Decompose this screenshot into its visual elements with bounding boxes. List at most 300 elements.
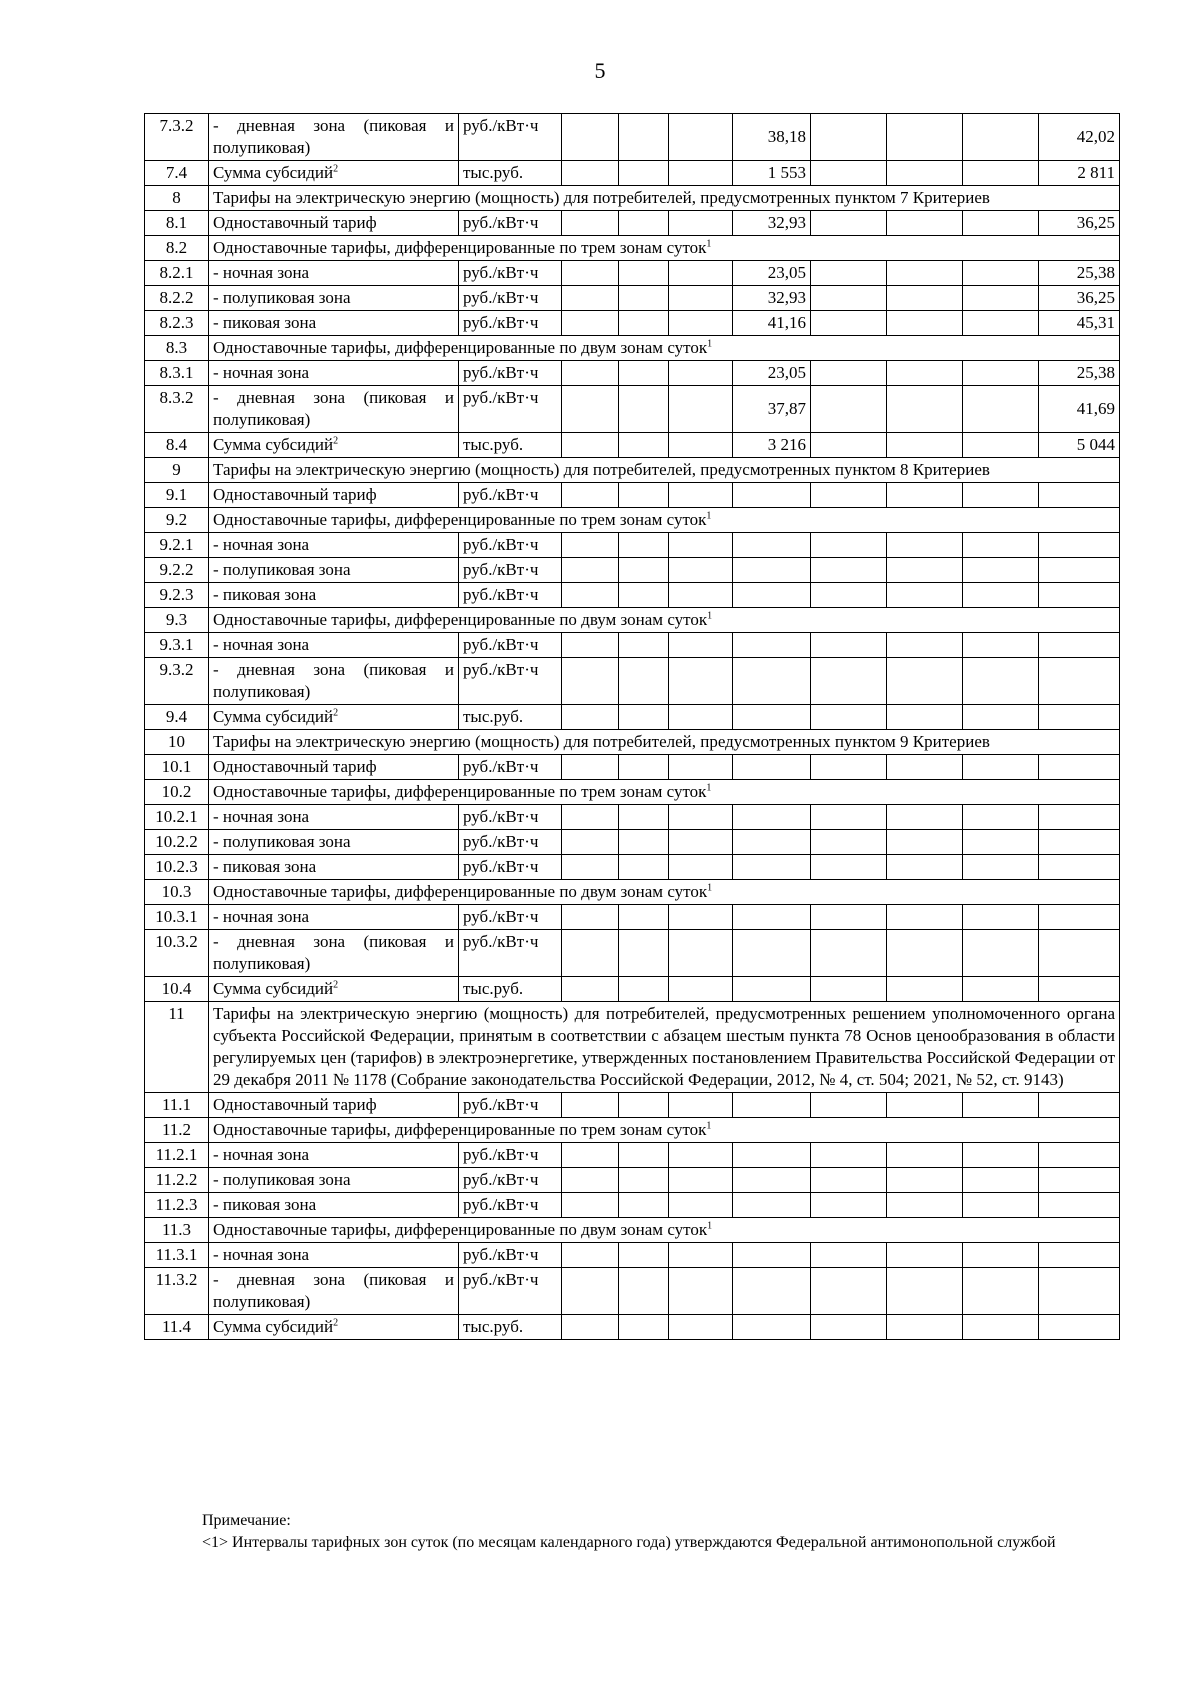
row-unit: руб./кВт·ч <box>459 855 562 880</box>
section-title-text: Тарифы на электрическую энергию (мощность) для потребителей, предусмотренных пунктом 8 Критериев <box>213 460 990 479</box>
value-cell <box>1039 977 1120 1002</box>
value-cell <box>1039 1193 1120 1218</box>
value-cell <box>887 558 963 583</box>
value-cell <box>733 533 811 558</box>
row-description <box>209 558 459 583</box>
row-description-text: - дневная зона (пиковая и полупиковая) <box>213 1270 454 1311</box>
value-cell <box>669 1243 733 1268</box>
row-description-text: - ночная зона <box>213 535 310 554</box>
row-description-text: - полупиковая зона <box>213 832 351 851</box>
section-title-text: Одноставочные тарифы, дифференцированные по двум зонам суток <box>213 882 708 901</box>
table-row <box>145 433 1120 458</box>
section-row <box>145 880 1120 905</box>
note-text: <1> Интервалы тарифных зон суток (по месяцам календарного года) утверждаются Федеральной антимонопольной службой <box>202 1534 1056 1551</box>
value-cell <box>619 1168 669 1193</box>
row-description <box>209 830 459 855</box>
footnote-marker: 2 <box>333 435 339 447</box>
row-description-text: - пиковая зона <box>213 585 317 604</box>
value-cell <box>619 830 669 855</box>
value-cell <box>887 483 963 508</box>
value-cell <box>811 1243 887 1268</box>
value-cell <box>811 658 887 705</box>
value-cell <box>811 1268 887 1315</box>
row-description <box>209 855 459 880</box>
value-cell <box>1039 705 1120 730</box>
table-row <box>145 1193 1120 1218</box>
table-row <box>145 114 1120 161</box>
value-cell <box>619 905 669 930</box>
row-description-text: - ночная зона <box>213 907 310 926</box>
row-description-text: Сумма субсидий <box>213 163 334 182</box>
value-cell <box>562 286 619 311</box>
value-cell <box>562 386 619 433</box>
footnote-marker: 2 <box>333 707 339 719</box>
value-cell <box>887 905 963 930</box>
row-number: 10.3.2 <box>145 930 209 977</box>
value-cell: 41,16 <box>733 311 811 336</box>
value-cell <box>887 705 963 730</box>
value-cell: 2 811 <box>1039 161 1120 186</box>
section-row <box>145 236 1120 261</box>
value-cell <box>1039 1143 1120 1168</box>
row-unit: руб./кВт·ч <box>459 261 562 286</box>
row-unit: руб./кВт·ч <box>459 583 562 608</box>
value-cell <box>811 855 887 880</box>
value-cell <box>619 311 669 336</box>
table-row <box>145 805 1120 830</box>
row-unit: руб./кВт·ч <box>459 1243 562 1268</box>
value-cell <box>619 583 669 608</box>
row-description-text: - пиковая зона <box>213 1195 317 1214</box>
value-cell <box>669 1093 733 1118</box>
row-number: 9 <box>145 458 209 483</box>
value-cell <box>562 658 619 705</box>
table-row <box>145 361 1120 386</box>
value-cell <box>562 1193 619 1218</box>
row-unit: руб./кВт·ч <box>459 1268 562 1315</box>
section-title <box>209 1218 1120 1243</box>
value-cell <box>733 658 811 705</box>
section-title-text: Тарифы на электрическую энергию (мощность) для потребителей, предусмотренных решением уполномоченного органа субъекта Российской Федерации, принятым в соответствии с абзацем шестым пункта 78 Основ ценообразования в области регулируемых цен (тарифов) в электроэнергетике, утвержденных постановлением Правительства Российской Федерации от 29 декабря 2011 № 1178 (Собрание законодательства Российской Федерации, 2012, № 4, ст. 504; 2021, № 52, ст. 9143) <box>213 1004 1115 1089</box>
row-unit: руб./кВт·ч <box>459 483 562 508</box>
row-number: 10.2.2 <box>145 830 209 855</box>
row-number: 9.2 <box>145 508 209 533</box>
row-number: 10.2.3 <box>145 855 209 880</box>
value-cell <box>811 483 887 508</box>
table-row <box>145 161 1120 186</box>
row-description-text: - полупиковая зона <box>213 560 351 579</box>
row-number: 10.3.1 <box>145 905 209 930</box>
row-number: 11.2.1 <box>145 1143 209 1168</box>
value-cell <box>562 261 619 286</box>
value-cell: 45,31 <box>1039 311 1120 336</box>
value-cell <box>811 286 887 311</box>
value-cell <box>811 633 887 658</box>
value-cell: 25,38 <box>1039 261 1120 286</box>
row-number: 8.2 <box>145 236 209 261</box>
footnote-marker: 2 <box>333 979 339 991</box>
value-cell <box>811 1315 887 1340</box>
value-cell <box>887 433 963 458</box>
value-cell <box>619 705 669 730</box>
table-row <box>145 558 1120 583</box>
section-title <box>209 1118 1120 1143</box>
value-cell: 42,02 <box>1039 114 1120 161</box>
value-cell <box>619 211 669 236</box>
row-description <box>209 386 459 433</box>
row-description <box>209 930 459 977</box>
value-cell <box>963 261 1039 286</box>
value-cell <box>963 658 1039 705</box>
row-description-text: Одноставочный тариф <box>213 1095 377 1114</box>
row-description <box>209 1268 459 1315</box>
row-number: 11.1 <box>145 1093 209 1118</box>
row-number: 10.2.1 <box>145 805 209 830</box>
value-cell <box>562 161 619 186</box>
note-title: Примечание: <box>202 1512 291 1529</box>
value-cell <box>619 977 669 1002</box>
value-cell <box>562 1243 619 1268</box>
table-row <box>145 1268 1120 1315</box>
row-description-text: - ночная зона <box>213 263 310 282</box>
value-cell <box>963 483 1039 508</box>
section-title-text: Одноставочные тарифы, дифференцированные по трем зонам суток <box>213 782 707 801</box>
footnote-marker: 1 <box>707 610 713 622</box>
section-title-text: Тарифы на электрическую энергию (мощность) для потребителей, предусмотренных пунктом 9 Критериев <box>213 732 990 751</box>
value-cell <box>562 1168 619 1193</box>
value-cell: 5 044 <box>1039 433 1120 458</box>
row-number: 11.2.2 <box>145 1168 209 1193</box>
value-cell <box>1039 1268 1120 1315</box>
value-cell: 32,93 <box>733 211 811 236</box>
row-description <box>209 261 459 286</box>
row-unit: руб./кВт·ч <box>459 114 562 161</box>
row-number: 9.2.3 <box>145 583 209 608</box>
table-row <box>145 1315 1120 1340</box>
value-cell: 36,25 <box>1039 286 1120 311</box>
value-cell <box>733 930 811 977</box>
value-cell <box>811 533 887 558</box>
row-unit: тыс.руб. <box>459 161 562 186</box>
table-row <box>145 311 1120 336</box>
value-cell <box>887 311 963 336</box>
value-cell: 23,05 <box>733 361 811 386</box>
row-number: 9.3.2 <box>145 658 209 705</box>
value-cell: 23,05 <box>733 261 811 286</box>
row-description-text: - пиковая зона <box>213 313 317 332</box>
section-title-text: Одноставочные тарифы, дифференцированные по трем зонам суток <box>213 510 707 529</box>
row-description-text: Сумма субсидий <box>213 1317 334 1336</box>
value-cell <box>562 433 619 458</box>
value-cell <box>669 261 733 286</box>
row-number: 9.3 <box>145 608 209 633</box>
value-cell <box>669 533 733 558</box>
value-cell <box>1039 633 1120 658</box>
value-cell <box>619 261 669 286</box>
value-cell: 36,25 <box>1039 211 1120 236</box>
value-cell <box>963 930 1039 977</box>
section-title-text: Одноставочные тарифы, дифференцированные по двум зонам суток <box>213 1220 708 1239</box>
row-description <box>209 483 459 508</box>
row-number: 10.1 <box>145 755 209 780</box>
table-row <box>145 905 1120 930</box>
value-cell <box>887 658 963 705</box>
value-cell <box>1039 583 1120 608</box>
value-cell <box>733 977 811 1002</box>
value-cell <box>562 211 619 236</box>
value-cell <box>887 1315 963 1340</box>
row-unit: руб./кВт·ч <box>459 1093 562 1118</box>
value-cell <box>963 905 1039 930</box>
row-unit: тыс.руб. <box>459 705 562 730</box>
value-cell <box>1039 805 1120 830</box>
value-cell <box>669 1168 733 1193</box>
tariff-table <box>144 113 1120 1340</box>
value-cell <box>669 211 733 236</box>
value-cell <box>1039 1093 1120 1118</box>
row-unit: руб./кВт·ч <box>459 1193 562 1218</box>
value-cell <box>811 1193 887 1218</box>
value-cell <box>811 830 887 855</box>
row-number: 9.3.1 <box>145 633 209 658</box>
value-cell <box>562 483 619 508</box>
value-cell <box>1039 930 1120 977</box>
value-cell <box>811 905 887 930</box>
value-cell <box>963 805 1039 830</box>
table-row <box>145 1243 1120 1268</box>
table-row <box>145 483 1120 508</box>
row-number: 11.3.1 <box>145 1243 209 1268</box>
row-number: 11.3 <box>145 1218 209 1243</box>
row-description <box>209 977 459 1002</box>
value-cell <box>669 930 733 977</box>
value-cell <box>562 755 619 780</box>
value-cell <box>562 705 619 730</box>
value-cell <box>963 386 1039 433</box>
value-cell <box>669 558 733 583</box>
row-number: 10.4 <box>145 977 209 1002</box>
value-cell <box>669 977 733 1002</box>
footnote-marker: 2 <box>333 163 339 175</box>
value-cell <box>963 855 1039 880</box>
row-unit: руб./кВт·ч <box>459 755 562 780</box>
section-title-text: Одноставочные тарифы, дифференцированные по трем зонам суток <box>213 238 707 257</box>
value-cell <box>669 311 733 336</box>
value-cell <box>811 211 887 236</box>
row-description <box>209 755 459 780</box>
row-number: 8.2.3 <box>145 311 209 336</box>
section-row <box>145 1218 1120 1243</box>
value-cell <box>733 1315 811 1340</box>
value-cell <box>811 311 887 336</box>
value-cell: 41,69 <box>1039 386 1120 433</box>
value-cell <box>963 311 1039 336</box>
value-cell <box>811 433 887 458</box>
row-description <box>209 1243 459 1268</box>
footnote-marker: 1 <box>707 338 713 350</box>
row-number: 11 <box>145 1002 209 1093</box>
footnote-marker: 1 <box>706 782 712 794</box>
value-cell <box>1039 830 1120 855</box>
value-cell <box>733 1193 811 1218</box>
value-cell <box>669 286 733 311</box>
value-cell <box>811 1143 887 1168</box>
value-cell <box>887 1243 963 1268</box>
row-unit: руб./кВт·ч <box>459 658 562 705</box>
row-number: 8.1 <box>145 211 209 236</box>
row-unit: руб./кВт·ч <box>459 311 562 336</box>
value-cell <box>1039 483 1120 508</box>
value-cell <box>669 805 733 830</box>
value-cell <box>1039 1315 1120 1340</box>
value-cell <box>887 855 963 880</box>
value-cell <box>963 533 1039 558</box>
value-cell <box>887 286 963 311</box>
value-cell <box>669 114 733 161</box>
section-title-text: Одноставочные тарифы, дифференцированные по двум зонам суток <box>213 338 708 357</box>
row-unit: руб./кВт·ч <box>459 805 562 830</box>
value-cell <box>562 977 619 1002</box>
row-number: 11.2.3 <box>145 1193 209 1218</box>
value-cell <box>963 161 1039 186</box>
value-cell <box>887 633 963 658</box>
row-unit: руб./кВт·ч <box>459 633 562 658</box>
section-title <box>209 880 1120 905</box>
value-cell <box>669 1315 733 1340</box>
value-cell <box>963 1268 1039 1315</box>
section-row <box>145 780 1120 805</box>
value-cell <box>562 533 619 558</box>
value-cell <box>619 658 669 705</box>
value-cell <box>619 433 669 458</box>
value-cell <box>669 855 733 880</box>
value-cell <box>1039 1168 1120 1193</box>
value-cell <box>811 558 887 583</box>
table-row <box>145 286 1120 311</box>
value-cell <box>562 558 619 583</box>
value-cell <box>619 286 669 311</box>
row-description <box>209 583 459 608</box>
value-cell <box>887 977 963 1002</box>
value-cell <box>963 977 1039 1002</box>
table-row <box>145 386 1120 433</box>
value-cell <box>669 361 733 386</box>
value-cell <box>562 114 619 161</box>
value-cell <box>811 161 887 186</box>
value-cell <box>562 311 619 336</box>
section-row <box>145 1002 1120 1093</box>
value-cell <box>619 386 669 433</box>
row-number: 8.3.2 <box>145 386 209 433</box>
row-description-text: - ночная зона <box>213 1145 310 1164</box>
value-cell <box>1039 855 1120 880</box>
footnote-marker: 1 <box>706 1120 712 1132</box>
row-description <box>209 633 459 658</box>
row-description <box>209 1093 459 1118</box>
value-cell <box>733 855 811 880</box>
row-number: 9.1 <box>145 483 209 508</box>
value-cell <box>619 483 669 508</box>
row-number: 11.3.2 <box>145 1268 209 1315</box>
value-cell <box>669 905 733 930</box>
value-cell <box>619 805 669 830</box>
value-cell <box>669 658 733 705</box>
value-cell <box>887 583 963 608</box>
row-description <box>209 286 459 311</box>
table-row <box>145 533 1120 558</box>
value-cell <box>811 755 887 780</box>
value-cell: 32,93 <box>733 286 811 311</box>
row-description-text: Одноставочный тариф <box>213 757 377 776</box>
value-cell <box>733 558 811 583</box>
value-cell <box>562 805 619 830</box>
value-cell <box>887 1143 963 1168</box>
row-unit: руб./кВт·ч <box>459 830 562 855</box>
value-cell <box>963 755 1039 780</box>
row-description-text: Сумма субсидий <box>213 707 334 726</box>
value-cell <box>669 483 733 508</box>
value-cell <box>963 211 1039 236</box>
row-description <box>209 533 459 558</box>
section-title-text: Одноставочные тарифы, дифференцированные по двум зонам суток <box>213 610 708 629</box>
row-number: 10.3 <box>145 880 209 905</box>
value-cell: 37,87 <box>733 386 811 433</box>
table-row <box>145 1093 1120 1118</box>
section-row <box>145 336 1120 361</box>
row-number: 8.3.1 <box>145 361 209 386</box>
row-unit: руб./кВт·ч <box>459 286 562 311</box>
value-cell <box>811 705 887 730</box>
value-cell <box>963 633 1039 658</box>
row-description-text: - полупиковая зона <box>213 288 351 307</box>
section-row <box>145 508 1120 533</box>
value-cell <box>963 114 1039 161</box>
row-number: 9.2.2 <box>145 558 209 583</box>
row-number: 8 <box>145 186 209 211</box>
row-description <box>209 311 459 336</box>
row-description <box>209 1315 459 1340</box>
value-cell <box>562 1143 619 1168</box>
value-cell <box>669 386 733 433</box>
row-description <box>209 161 459 186</box>
row-unit: руб./кВт·ч <box>459 361 562 386</box>
value-cell <box>619 533 669 558</box>
value-cell <box>619 558 669 583</box>
value-cell <box>619 633 669 658</box>
value-cell <box>1039 533 1120 558</box>
value-cell <box>619 1093 669 1118</box>
footnote-marker: 2 <box>333 1317 339 1329</box>
row-unit: руб./кВт·ч <box>459 386 562 433</box>
section-title <box>209 1002 1120 1093</box>
table-row <box>145 1168 1120 1193</box>
table-row <box>145 755 1120 780</box>
value-cell <box>811 386 887 433</box>
row-description <box>209 361 459 386</box>
value-cell <box>811 977 887 1002</box>
row-description <box>209 1193 459 1218</box>
row-number: 11.4 <box>145 1315 209 1340</box>
value-cell <box>811 261 887 286</box>
row-number: 7.3.2 <box>145 114 209 161</box>
table-row <box>145 1143 1120 1168</box>
value-cell <box>619 161 669 186</box>
table-row <box>145 658 1120 705</box>
value-cell <box>619 114 669 161</box>
value-cell <box>619 1315 669 1340</box>
row-number: 10 <box>145 730 209 755</box>
section-title <box>209 236 1120 261</box>
